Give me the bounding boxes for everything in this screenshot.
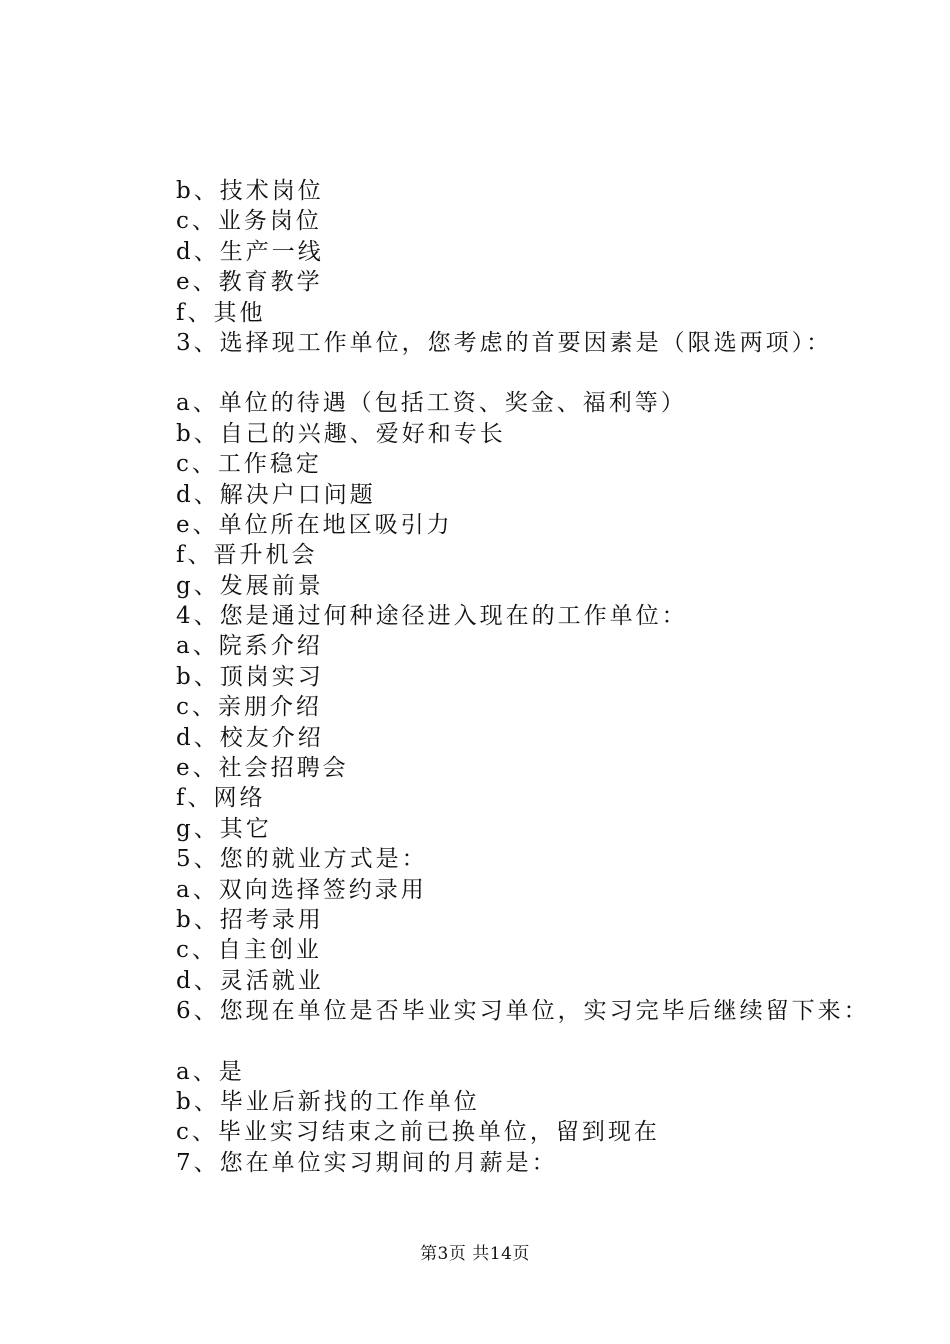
option-line: f、网络 bbox=[176, 785, 266, 812]
question-3: 3、选择现工作单位，您考虑的首要因素是（限选两项）： bbox=[176, 329, 833, 356]
question-5: 5、您的就业方式是： bbox=[176, 846, 428, 873]
option-line: c、亲朋介绍 bbox=[176, 694, 322, 721]
option-line: e、教育教学 bbox=[176, 269, 323, 296]
question-6: 6、您现在单位是否毕业实习单位，实习完毕后继续留下来： bbox=[176, 998, 870, 1025]
option-line: c、业务岗位 bbox=[176, 208, 322, 235]
question-7: 7、您在单位实习期间的月薪是： bbox=[176, 1149, 558, 1176]
option-line: a、是 bbox=[176, 1058, 245, 1085]
option-line: a、双向选择签约录用 bbox=[176, 876, 427, 903]
option-line: g、其它 bbox=[176, 815, 272, 842]
option-line: b、毕业后新找的工作单位 bbox=[176, 1088, 480, 1115]
option-line: c、自主创业 bbox=[176, 937, 322, 964]
option-line: e、单位所在地区吸引力 bbox=[176, 511, 453, 538]
option-line: c、工作稳定 bbox=[176, 451, 322, 478]
option-line: b、招考录用 bbox=[176, 906, 324, 933]
option-line: a、院系介绍 bbox=[176, 633, 323, 660]
option-line: d、灵活就业 bbox=[176, 967, 324, 994]
option-line: g、发展前景 bbox=[176, 572, 324, 599]
option-line: f、其他 bbox=[176, 299, 266, 326]
option-line: c、毕业实习结束之前已换单位，留到现在 bbox=[176, 1119, 660, 1146]
option-line: d、生产一线 bbox=[176, 238, 324, 265]
option-line: d、校友介绍 bbox=[176, 724, 324, 751]
option-line: a、单位的待遇（包括工资、奖金、福利等） bbox=[176, 390, 687, 417]
question-4: 4、您是通过何种途径进入现在的工作单位： bbox=[176, 603, 688, 630]
survey-content bbox=[176, 176, 916, 1178]
option-line: e、社会招聘会 bbox=[176, 755, 349, 782]
page-footer: 第3页 共14页 bbox=[420, 1244, 530, 1264]
option-line: b、顶岗实习 bbox=[176, 663, 324, 690]
option-line: b、自己的兴趣、爱好和专长 bbox=[176, 420, 506, 447]
option-line: b、技术岗位 bbox=[176, 178, 324, 204]
option-line: d、解决户口问题 bbox=[176, 481, 376, 508]
option-line: f、晋升机会 bbox=[176, 542, 318, 569]
